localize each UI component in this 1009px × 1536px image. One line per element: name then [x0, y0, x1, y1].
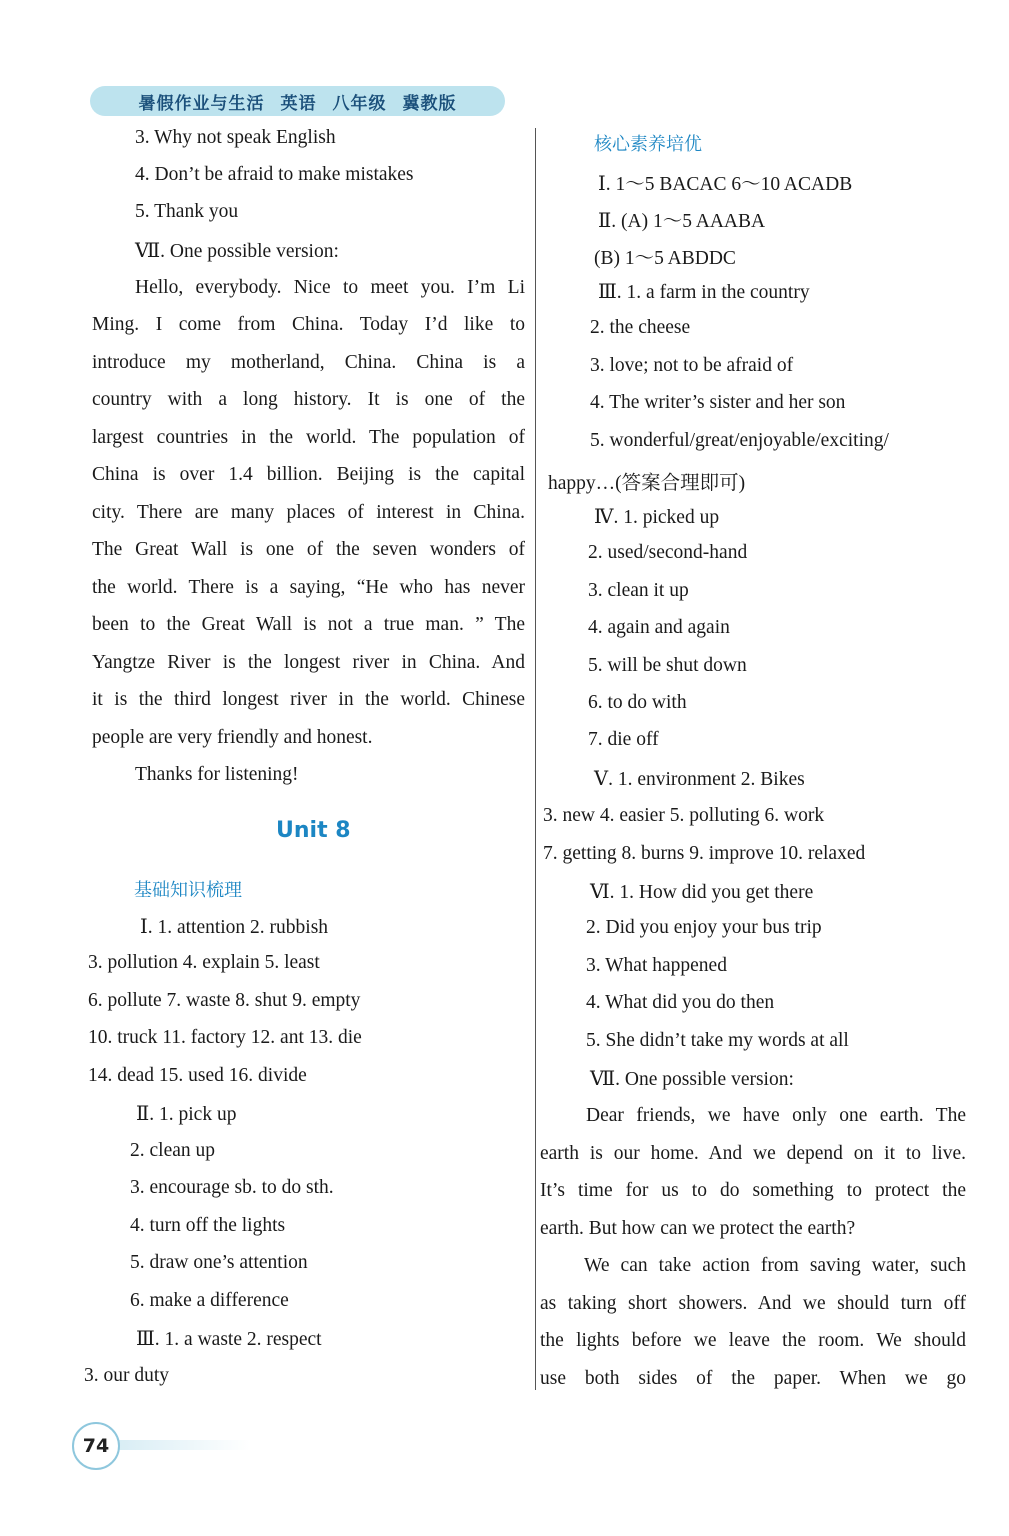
section-heading: 核心素养培优 — [594, 134, 702, 155]
answer-line: 5. Thank you — [135, 201, 239, 222]
essay-line: Ming. I come from China. Today I’d like to — [92, 314, 525, 335]
answer-line: 6. to do with — [588, 692, 687, 713]
essay-line: earth is our home. And we depend on it to live. — [540, 1143, 966, 1164]
essay-line: country with a long history. It is one of the — [92, 389, 525, 410]
section-heading: 基础知识梳理 — [134, 880, 242, 901]
answer-line: 4. Don’t be afraid to make mistakes — [135, 164, 414, 185]
answer-line: happy…(答案合理即可) — [548, 473, 746, 494]
essay-line: use both sides of the paper. When we go — [540, 1368, 966, 1389]
answer-line: 7. die off — [588, 729, 659, 750]
page-number-band — [110, 1440, 250, 1450]
answer-line: 3. love; not to be afraid of — [590, 355, 794, 376]
grade-label: 八年级 — [332, 93, 387, 114]
answer-line: Ⅳ. 1. picked up — [594, 507, 720, 528]
essay-line: earth. But how can we protect the earth? — [540, 1218, 856, 1239]
essay-line: the lights before we leave the room. We should — [540, 1330, 966, 1351]
essay-line: Thanks for listening! — [135, 764, 299, 785]
answer-line: Ⅲ. 1. a waste 2. respect — [136, 1329, 322, 1350]
edition-label: 冀教版 — [402, 93, 457, 114]
answer-line: Ⅱ. 1. pick up — [136, 1104, 237, 1125]
answer-line: (B) 1～5 ABDDC — [594, 248, 736, 269]
answer-line: 5. will be shut down — [588, 655, 747, 676]
essay-line: Yangtze River is the longest river in China. And — [92, 652, 525, 673]
answer-line: 6. pollute 7. waste 8. shut 9. empty — [88, 990, 361, 1011]
answer-line: 2. clean up — [130, 1140, 216, 1161]
answer-line: 3. our duty — [84, 1365, 170, 1386]
answer-line: 2. the cheese — [590, 317, 691, 338]
essay-line: introduce my motherland, China. China is a — [92, 352, 525, 373]
answer-line: Ⅶ. One possible version: — [590, 1069, 794, 1090]
column-divider — [535, 128, 536, 1390]
answer-line: 4. What did you do then — [586, 992, 775, 1013]
answer-line: 3. Why not speak English — [135, 127, 336, 148]
answer-line: Ⅴ. 1. environment 2. Bikes — [594, 769, 805, 790]
answer-line: Ⅰ. 1. attention 2. rubbish — [140, 917, 329, 938]
answer-line: Ⅱ. (A) 1～5 AAABA — [598, 211, 766, 232]
answer-line: 7. getting 8. burns 9. improve 10. relaxed — [543, 843, 866, 864]
answer-line: Ⅶ. One possible version: — [135, 241, 339, 262]
answer-line: Ⅰ. 1～5 BACAC 6～10 ACADB — [598, 174, 853, 195]
essay-line: city. There are many places of interest in China. — [92, 502, 525, 523]
subject-label: 英语 — [280, 93, 317, 114]
page-number: 74 — [72, 1422, 120, 1470]
essay-line: as taking short showers. And we should turn off — [540, 1293, 966, 1314]
essay-line: Dear friends, we have only one earth. The — [586, 1105, 966, 1126]
answer-line: 5. She didn’t take my words at all — [586, 1030, 849, 1051]
answer-line: 10. truck 11. factory 12. ant 13. die — [88, 1027, 362, 1048]
answer-line: 4. again and again — [588, 617, 730, 638]
book-title: 暑假作业与生活 — [138, 93, 265, 114]
answer-line: 2. Did you enjoy your bus trip — [586, 917, 822, 938]
essay-line: people are very friendly and honest. — [92, 727, 373, 748]
essay-line: been to the Great Wall is not a true man. ” The — [92, 614, 525, 635]
answer-line: 5. draw one’s attention — [130, 1252, 308, 1273]
answer-line: Ⅲ. 1. a farm in the country — [598, 282, 810, 303]
essay-line: The Great Wall is one of the seven wonders of — [92, 539, 525, 560]
essay-line: largest countries in the world. The population of — [92, 427, 525, 448]
answer-line: 3. What happened — [586, 955, 727, 976]
answer-line: 3. clean it up — [588, 580, 689, 601]
essay-line: We can take action from saving water, such — [584, 1255, 966, 1276]
answer-line: 3. pollution 4. explain 5. least — [88, 952, 320, 973]
answer-line: Ⅵ. 1. How did you get there — [590, 882, 814, 903]
answer-line: 14. dead 15. used 16. divide — [88, 1065, 307, 1086]
answer-line: 2. used/second-hand — [588, 542, 748, 563]
essay-line: it is the third longest river in the world. Chinese — [92, 689, 525, 710]
answer-line: 4. turn off the lights — [130, 1215, 286, 1236]
essay-line: Hello, everybody. Nice to meet you. I’m Li — [135, 277, 525, 298]
answer-line: 4. The writer’s sister and her son — [590, 392, 846, 413]
essay-line: China is over 1.4 billion. Beijing is the capital — [92, 464, 525, 485]
essay-line: the world. There is a saying, “He who has never — [92, 577, 525, 598]
book-header-banner — [90, 86, 505, 116]
answer-line: 6. make a difference — [130, 1290, 289, 1311]
answer-line: 3. new 4. easier 5. polluting 6. work — [543, 805, 825, 826]
unit-title: Unit 8 — [276, 818, 351, 843]
answer-line: 3. encourage sb. to do sth. — [130, 1177, 334, 1198]
answer-line: 5. wonderful/great/enjoyable/exciting/ — [590, 430, 889, 451]
essay-line: It’s time for us to do something to protect the — [540, 1180, 966, 1201]
